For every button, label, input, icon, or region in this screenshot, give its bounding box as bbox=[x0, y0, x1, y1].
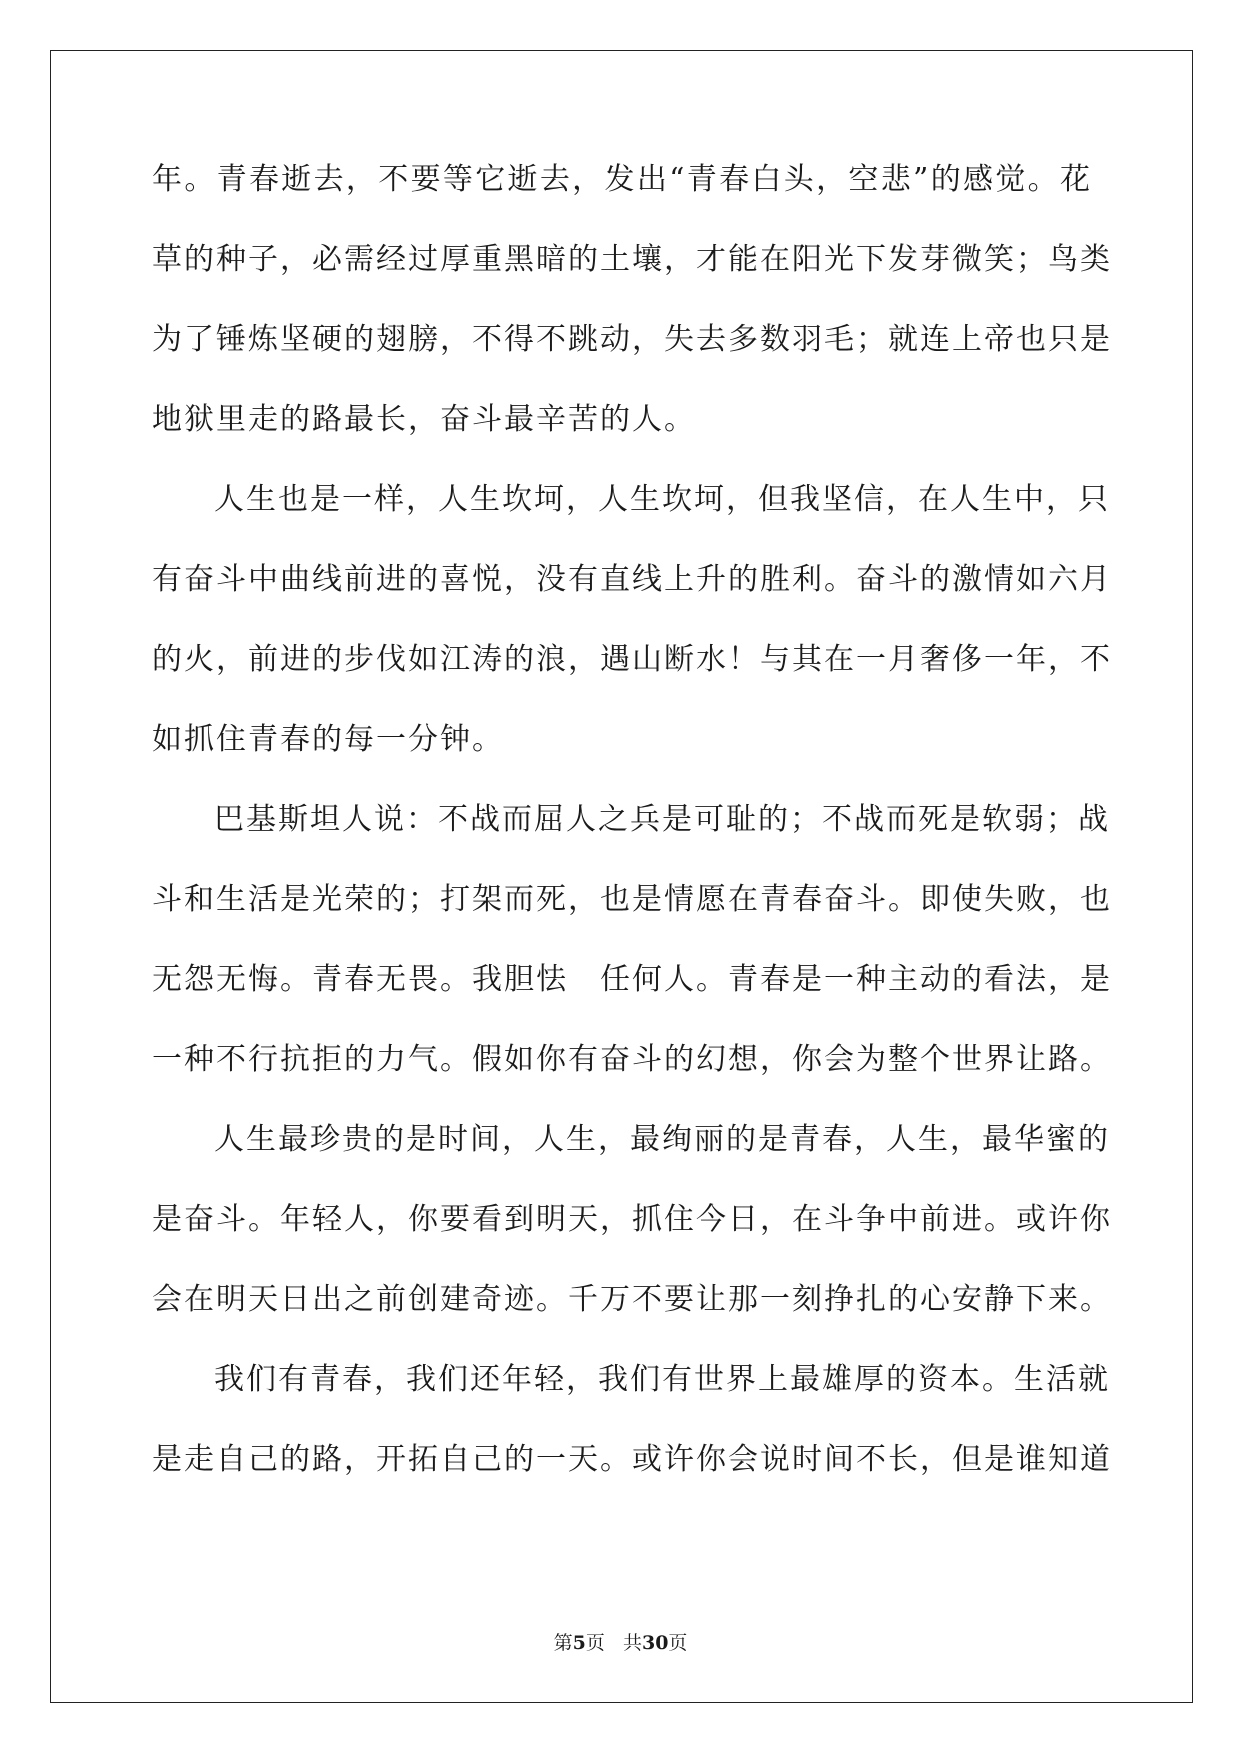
text-line: 地狱里走的路最长，奋斗最辛苦的人。 bbox=[152, 402, 696, 437]
text-line: 的火，前进的步伐如江涛的浪，遇山断水！与其在一月奢侈一年，不 bbox=[152, 642, 1112, 677]
text-line: 巴基斯坦人说：不战而屈人之兵是可耻的；不战而死是软弱；战 bbox=[214, 802, 1110, 837]
footer-prefix: 第 bbox=[553, 1632, 573, 1654]
text-line: 无怨无悔。青春无畏。我胆怯 任何人。青春是一种主动的看法，是 bbox=[152, 962, 1112, 997]
current-page-number: 5 bbox=[572, 1632, 586, 1654]
text-line: 是奋斗。年轻人，你要看到明天，抓住今日，在斗争中前进。或许你 bbox=[152, 1202, 1112, 1237]
text-line: 人生最珍贵的是时间，人生，最绚丽的是青春，人生，最华蜜的 bbox=[214, 1122, 1110, 1157]
text-line: 会在明天日出之前创建奇迹。千万不要让那一刻挣扎的心安静下来。 bbox=[152, 1282, 1112, 1317]
text-line: 草的种子，必需经过厚重黑暗的土壤，才能在阳光下发芽微笑；鸟类 bbox=[152, 242, 1112, 277]
page-number-footer bbox=[0, 1628, 1241, 1655]
footer-total-prefix: 共 bbox=[622, 1632, 642, 1654]
text-line: 人生也是一样，人生坎坷，人生坎坷，但我坚信，在人生中，只 bbox=[214, 482, 1110, 517]
text-line: 年。青春逝去，不要等它逝去，发出“青春白头，空悲”的感觉。花 bbox=[152, 162, 1092, 197]
document-body bbox=[152, 160, 1112, 1520]
text-line: 我们有青春，我们还年轻，我们有世界上最雄厚的资本。生活就 bbox=[214, 1362, 1110, 1397]
footer-page-unit: 页 bbox=[585, 1632, 605, 1654]
footer-total-unit: 页 bbox=[668, 1632, 688, 1654]
text-line: 是走自己的路，开拓自己的一天。或许你会说时间不长，但是谁知道 bbox=[152, 1442, 1112, 1477]
text-line: 有奋斗中曲线前进的喜悦，没有直线上升的胜利。奋斗的激情如六月 bbox=[152, 562, 1112, 597]
text-line: 如抓住青春的每一分钟。 bbox=[152, 722, 504, 757]
text-line: 为了锤炼坚硬的翅膀，不得不跳动，失去多数羽毛；就连上帝也只是 bbox=[152, 322, 1112, 357]
text-line: 一种不行抗拒的力气。假如你有奋斗的幻想，你会为整个世界让路。 bbox=[152, 1042, 1112, 1077]
text-line: 斗和生活是光荣的；打架而死，也是情愿在青春奋斗。即使失败，也 bbox=[152, 882, 1112, 917]
total-pages-number: 30 bbox=[641, 1632, 669, 1654]
